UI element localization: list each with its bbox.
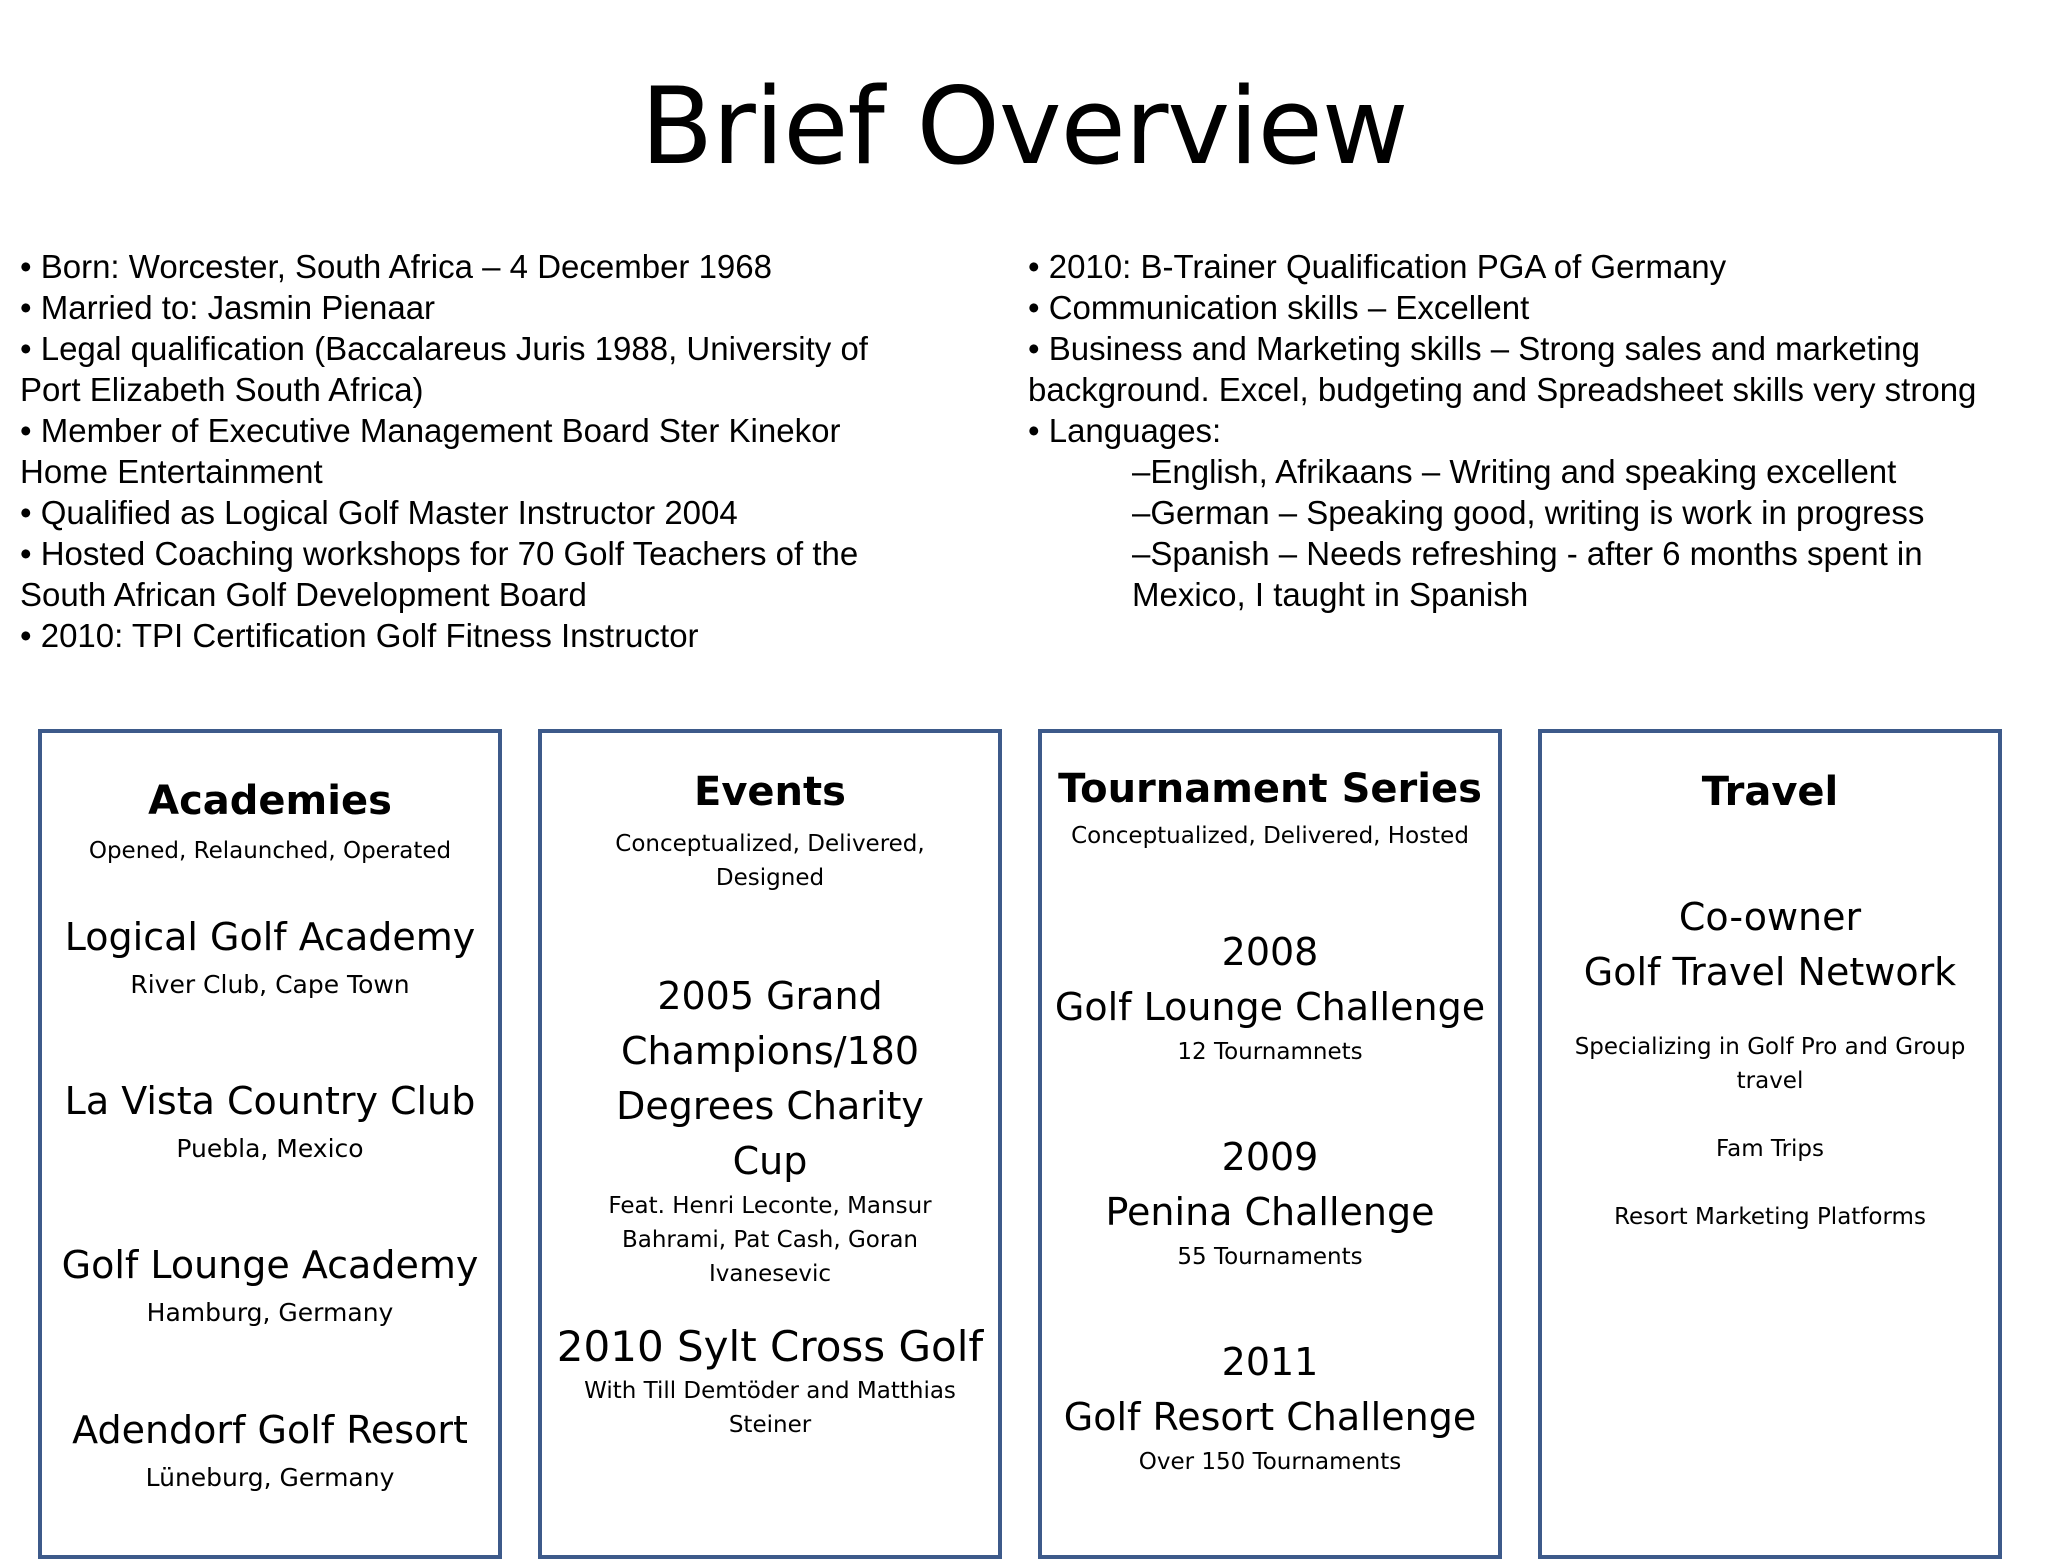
academy-entry (52, 1074, 488, 1169)
tournament-heading: Tournament Series (1058, 766, 1482, 812)
tournament-entry (1052, 925, 1488, 1069)
academy-location: Lüneburg, Germany (145, 1463, 395, 1492)
academies-heading: Academies (148, 778, 392, 824)
academies-box (38, 729, 502, 1559)
page-title: Brief Overview (640, 65, 1408, 188)
events-box (538, 729, 1002, 1559)
tournament-name: Golf Lounge Challenge (1054, 985, 1486, 1029)
academy-entry (52, 910, 488, 1005)
travel-detail: Specializing in Golf Pro and Group travel (1574, 1034, 1966, 1094)
personal-bullet-list (20, 246, 970, 656)
tournament-name: Golf Resort Challenge (1063, 1395, 1477, 1439)
tournament-entry (1052, 1130, 1488, 1274)
travel-heading: Travel (1701, 769, 1839, 815)
event-detail: Feat. Henri Leconte, Mansur Bahrami, Pat Cash, Goran Ivanesevic (608, 1193, 932, 1287)
bullet-item: • Member of Executive Management Board Ster Kinekor Home Entertainment (20, 412, 841, 490)
event-name: 2010 Sylt Cross Golf (556, 1322, 984, 1371)
academy-entry (52, 1403, 488, 1498)
bullet-item: • Hosted Coaching workshops for 70 Golf Teachers of the South African Golf Development Board (20, 535, 859, 613)
event-entry (548, 1319, 992, 1442)
bullet-item: • Business and Marketing skills – Strong sales and marketing background. Excel, budgeting and Spreadsheet skills very strong (1028, 330, 1977, 408)
language-item: –Spanish – Needs refreshing - after 6 months spent in Mexico, I taught in Spanish (1132, 535, 1923, 613)
bullet-item: • 2010: B-Trainer Qualification PGA of Germany (1028, 248, 1727, 285)
tournament-count: 12 Tournamnets (1177, 1039, 1363, 1065)
bullet-item: • Communication skills – Excellent (1028, 289, 1530, 326)
academy-location: Hamburg, Germany (146, 1298, 394, 1327)
academy-location: Puebla, Mexico (176, 1134, 364, 1163)
tournament-year: 2008 (1221, 930, 1319, 974)
events-subheading: Conceptualized, Delivered, Designed (615, 831, 925, 891)
travel-box (1538, 729, 2002, 1559)
academy-location: River Club, Cape Town (130, 970, 410, 999)
bullet-item: • Married to: Jasmin Pienaar (20, 289, 436, 326)
language-item: –English, Afrikaans – Writing and speaking excellent (1132, 453, 1897, 490)
travel-detail-entry (1572, 1030, 1968, 1098)
academy-name: Logical Golf Academy (64, 915, 476, 959)
skills-bullet-list (1028, 246, 2028, 615)
bullet-item: • 2010: TPI Certification Golf Fitness Instructor (20, 617, 699, 654)
bullet-item: • Born: Worcester, South Africa – 4 December 1968 (20, 248, 772, 285)
language-item: –German – Speaking good, writing is work in progress (1132, 494, 1925, 531)
academy-name: La Vista Country Club (64, 1079, 476, 1123)
travel-detail: Resort Marketing Platforms (1614, 1204, 1926, 1230)
academy-name: Adendorf Golf Resort (72, 1408, 468, 1452)
travel-company: Golf Travel Network (1583, 950, 1957, 994)
travel-detail: Fam Trips (1715, 1136, 1825, 1162)
academy-entry (52, 1238, 488, 1333)
tournament-year: 2011 (1221, 1340, 1319, 1384)
academy-name: Golf Lounge Academy (61, 1243, 479, 1287)
tournament-entry (1052, 1335, 1488, 1479)
tournament-year: 2009 (1221, 1135, 1319, 1179)
events-heading: Events (694, 769, 846, 815)
event-detail: With Till Demtöder and Matthias Steiner (584, 1378, 956, 1438)
travel-company-entry (1552, 890, 1988, 1000)
event-entry (582, 969, 958, 1291)
bullet-item: • Qualified as Logical Golf Master Instructor 2004 (20, 494, 738, 531)
bullet-item: • Legal qualification (Baccalareus Juris 1988, University of Port Elizabeth South Africa) (20, 330, 868, 408)
tournament-count: Over 150 Tournaments (1138, 1449, 1402, 1475)
tournament-count: 55 Tournaments (1177, 1244, 1363, 1270)
travel-detail-entry (1552, 1200, 1988, 1234)
travel-role: Co-owner (1678, 895, 1862, 939)
bullet-item: • Languages: (1028, 412, 1222, 449)
academies-subheading: Opened, Relaunched, Operated (88, 838, 452, 864)
event-name: 2005 Grand Champions/180 Degrees Charity Cup (616, 974, 924, 1183)
tournament-series-box (1038, 729, 1502, 1559)
tournament-name: Penina Challenge (1105, 1190, 1435, 1234)
travel-detail-entry (1552, 1132, 1988, 1166)
tournament-subheading: Conceptualized, Delivered, Hosted (1071, 823, 1469, 849)
